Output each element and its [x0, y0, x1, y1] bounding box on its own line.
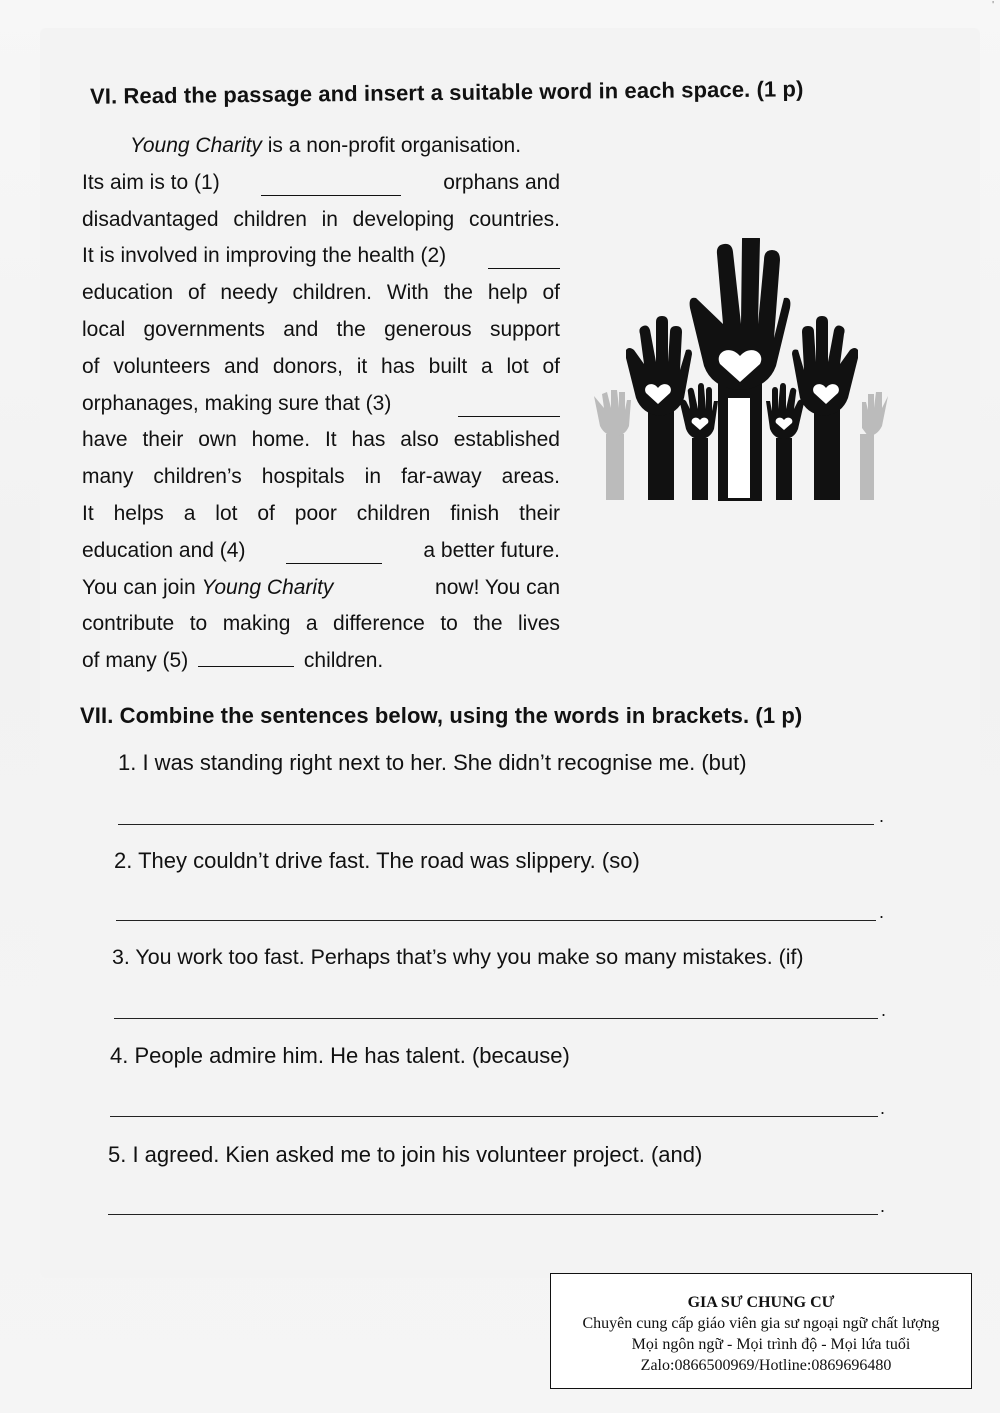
passage-line: disadvantaged children in developing countries.: [82, 207, 560, 231]
blank-4[interactable]: [286, 545, 382, 564]
corner-mark: ': [992, 0, 994, 11]
passage-line: of volunteers and donors, it has built a lot of: [82, 354, 560, 378]
passage-line: orphanages, making sure that (3): [82, 386, 560, 423]
passage-line: It helps a lot of poor children finish their: [82, 501, 560, 525]
blank-1[interactable]: [261, 177, 401, 196]
reading-passage: [82, 128, 560, 680]
question-5: 5. I agreed. Kien asked me to join his volunteer project. (and): [108, 1142, 703, 1167]
answer-end-3: .: [881, 1000, 887, 1020]
blank-3[interactable]: [458, 398, 560, 417]
section-7-heading: VII. Combine the sentences below, using the words in brackets. (1 p): [80, 703, 803, 728]
passage-line: have their own home. It has also established: [82, 428, 560, 452]
answer-line-5[interactable]: [108, 1214, 878, 1215]
answer-end-2: .: [879, 902, 885, 922]
stamp-line-3: Zalo:0866500969/Hotline:0869696480: [640, 1357, 892, 1374]
passage-line: education and (4) a better future.: [82, 538, 560, 562]
stamp-line-2: Mọi ngôn ngữ - Mọi trình độ - Mọi lứa tuổi: [631, 1336, 911, 1353]
passage-line: Its aim is to (1) orphans and: [82, 170, 560, 194]
passage-line: contribute to making a difference to the lives: [82, 612, 560, 636]
answer-end-1: .: [879, 806, 885, 826]
blank-2[interactable]: [488, 250, 560, 269]
tutor-center-stamp: [550, 1273, 972, 1389]
passage-line: Young Charity is a non-profit organisation.: [130, 134, 522, 157]
passage-line: of many (5) children.: [82, 649, 384, 673]
passage-line: local governments and the generous support: [82, 317, 560, 341]
helping-hands-hearts-icon: [592, 238, 892, 506]
passage-line: many children’s hospitals in far-away areas.: [82, 465, 560, 489]
question-4: 4. People admire him. He has talent. (because): [110, 1043, 570, 1068]
passage-line: education of needy children. With the help of: [82, 281, 560, 305]
answer-end-5: .: [880, 1196, 886, 1216]
answer-line-4[interactable]: [110, 1116, 878, 1117]
passage-line: You can join Young Charity now! You can: [82, 575, 560, 599]
section-6-heading: VI. Read the passage and insert a suitable word in each space. (1 p): [89, 76, 804, 109]
question-1: 1. I was standing right next to her. She didn’t recognise me. (but): [118, 750, 747, 775]
blank-5[interactable]: [198, 648, 294, 667]
question-3: 3. You work too fast. Perhaps that’s why you make so many mistakes. (if): [112, 945, 804, 969]
answer-line-3[interactable]: [114, 1018, 878, 1019]
answer-end-4: .: [880, 1098, 886, 1118]
stamp-line-1: Chuyên cung cấp giáo viên gia sư ngoại ngữ chất lượng: [582, 1315, 940, 1332]
passage-line: It is involved in improving the health (2): [82, 238, 560, 275]
answer-line-2[interactable]: [116, 920, 876, 921]
answer-line-1[interactable]: [118, 824, 874, 825]
stamp-title: GIA SƯ CHUNG CƯ: [687, 1294, 835, 1311]
question-2: 2. They couldn’t drive fast. The road was slippery. (so): [114, 848, 640, 873]
